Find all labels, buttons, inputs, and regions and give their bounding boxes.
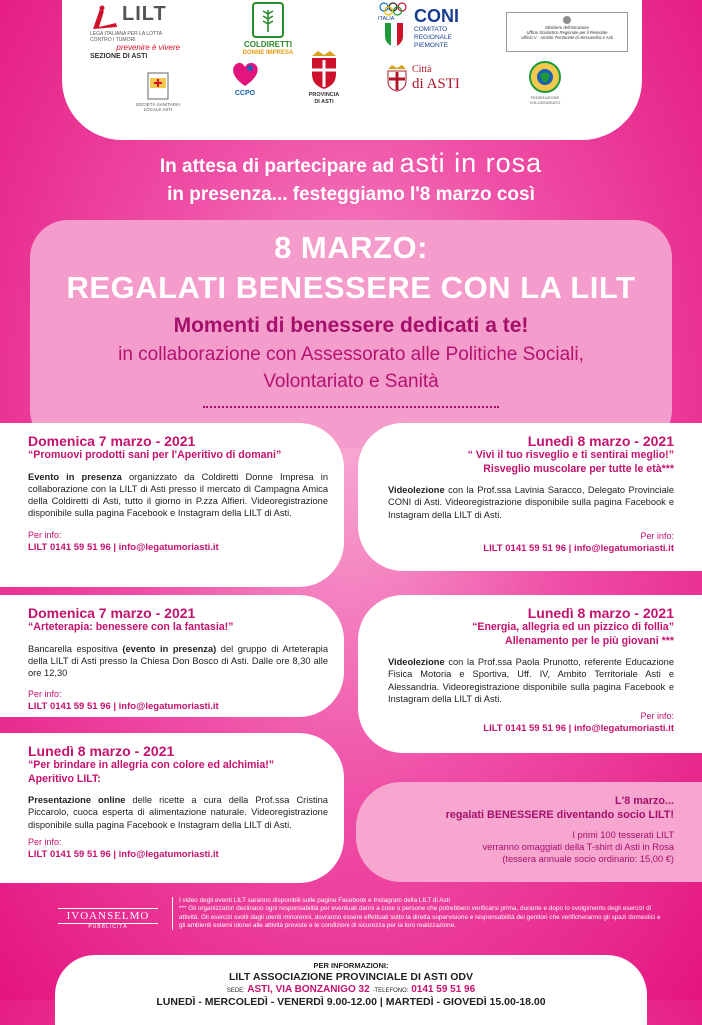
event-contact[interactable]: LILT 0141 59 51 96 | info@legatumoriasti.it	[483, 542, 674, 554]
event-card-arteterapia	[0, 595, 344, 717]
volontariato-line2: VOLONTARIATO	[529, 99, 561, 105]
event-contact[interactable]: LILT 0141 59 51 96 | info@legatumoriasti.it	[28, 541, 219, 553]
info-label: Per info:	[28, 836, 62, 847]
ivoanselmo-logo[interactable]	[58, 908, 158, 930]
intro-line1	[0, 148, 702, 179]
volontariato-line1: FEDERAZIONE	[530, 95, 560, 100]
sponsor-name: IVOANSELMO	[58, 908, 158, 924]
tel-label: -TELEFONO:	[372, 988, 409, 994]
lilt-line1: LEGA ITALIANA PER LA LOTTA CONTRO I TUMORI	[90, 31, 162, 44]
event-title: “Energia, allegria ed un pizzico di follia”	[472, 621, 674, 634]
lilt-figure-icon	[90, 5, 120, 31]
membership-promo	[356, 782, 702, 882]
intro-pre: In attesa di partecipare ad	[159, 156, 395, 177]
sanita-line1: SOCIETÀ SANITARIA	[135, 102, 181, 107]
event-card-coldiretti	[0, 423, 344, 587]
olympic-rings-icon	[378, 2, 414, 16]
promo-line3: I primi 100 tesserati LILT	[572, 829, 674, 840]
lilt-tagline: prevenire è vivere	[116, 43, 180, 53]
event-date: Domenica 7 marzo - 2021	[28, 605, 196, 621]
event-text: con la Prof.ssa Paola Prunotto, referente Educazione Fisica Motoria e Sportiva, Uff. IV, Ambito Territoriale Asti e Alessandria. Videoregistrazione disponibile sulla pagina Facebook e Instagram della LILT di Asti.	[388, 657, 674, 704]
disclaimer-line2: *** Gli organizzatori declinano ogni responsabilità per eventuali danni a cose o persone che potrebbero verificarsi prima, durante e dopo lo svolgimento degli esercizi di attività. Gli esercizi svolti dagli utenti minorenni, dovranno essere effettuati sotto la diretta supervisione e responsabilità dei genitori che verificheranno gli spazi domestici e gli ambienti esterni idonei alle attività previste e le condizioni di sicurezza per la loro realizzazione.	[179, 905, 661, 929]
citta-prefix: Città	[412, 64, 432, 75]
disclaimer-line1: I video degli eventi LILT saranno disponibili sulle pagine Facebook e Instagram della LILT di Asti	[179, 897, 450, 904]
sponsor-tag: PUBBLICITÀ	[88, 924, 128, 930]
volontariato-logo[interactable]	[510, 60, 580, 106]
event-text: delle ricette a cura della Prof.ssa Cristina Piccarolo, cuoca esperta di alimentazione naturale. Videoregistrazione disponibile sulla pagina Facebook e Instagram della LILT di Asti.	[28, 795, 328, 830]
event-card-aperitivo	[0, 733, 344, 883]
logo-panel	[62, 0, 642, 140]
coni-name: CONI	[414, 6, 459, 26]
footer-org: LILT ASSOCIAZIONE PROVINCIALE DI ASTI ODV	[228, 971, 474, 983]
coni-line3: PIEMONTE	[414, 42, 448, 49]
event-body	[28, 643, 328, 680]
event-text: con la Prof.ssa Lavinia Saracco, Delegato Provinciale CONI di Asti. Videoregistrazione disponibile sulla pagina Facebook e Instagram della LILT di Asti.	[388, 485, 674, 520]
info-label: Per info:	[28, 529, 62, 540]
event-body	[28, 471, 328, 520]
event-date: Lunedì 8 marzo - 2021	[527, 433, 674, 449]
citta-crest-icon	[386, 64, 408, 92]
event-text: del gruppo di Arteterapia della LILT di Asti presso la Chiesa Don Bosco di Asti. Dalle ore 8,30 alle ore 12,30	[28, 643, 329, 679]
ccpo-heart-icon	[229, 60, 261, 88]
event-title: “ Vivi il tuo risveglio e ti sentirai meglio!”	[467, 449, 674, 462]
provincia-crest-icon	[309, 48, 339, 90]
title-collab2: Volontariato e Sanità	[263, 371, 439, 392]
event-body	[388, 484, 674, 521]
info-label: Per info:	[640, 711, 674, 722]
provincia-line1: PROVINCIA	[308, 92, 340, 98]
footer-hours: LUNEDÌ - MERCOLEDÌ - VENERDÌ 9.00-12.00 | MARTEDÌ - GIOVEDÌ 15.00-18.00	[156, 996, 546, 1008]
promo-line2: regalati BENESSERE diventando socio LILT!	[445, 809, 674, 822]
promo-line4: verranno omaggiati della T-shirt di Asti in Rosa	[482, 841, 674, 852]
ministero-line1: Ministero dell'Istruzione	[545, 25, 589, 30]
title-subtitle: Momenti di benessere dedicati a te!	[173, 314, 529, 337]
event-title2: Allenamento per le più giovani ***	[505, 634, 674, 647]
event-title: “Per brindare in allegria con colore ed alchimia!”	[28, 759, 275, 772]
sede-label: SEDE:	[226, 988, 245, 994]
promo-line5: (tessera annuale socio ordinario: 15,00 €)	[502, 854, 674, 865]
event-contact[interactable]: LILT 0141 59 51 96 | info@legatumoriasti.it	[483, 723, 674, 735]
lilt-section: SEZIONE DI ASTI	[90, 52, 148, 60]
tel-value[interactable]: 0141 59 51 96	[408, 984, 476, 995]
volontariato-globe-icon	[528, 60, 562, 94]
footer-heading: PER INFORMAZIONI:	[313, 961, 389, 970]
title-line2: REGALATI BENESSERE CON LA LILT	[66, 270, 636, 305]
italy-shield-icon	[384, 22, 404, 48]
event-lead: Presentazione online	[28, 795, 126, 806]
event-date: Lunedì 8 marzo - 2021	[28, 743, 175, 759]
event-title: “Arteterapia: benessere con la fantasia!”	[28, 621, 234, 634]
intro-line2: in presenza... festeggiamo l'8 marzo così	[167, 184, 535, 205]
title-collab1: in collaborazione con Assessorato alle Politiche Sociali,	[118, 344, 584, 365]
event-contact[interactable]: LILT 0141 59 51 96 | info@legatumoriasti.it	[28, 848, 219, 860]
ccpo-name: CCPO	[234, 90, 256, 97]
dotted-divider	[203, 406, 499, 408]
event-text-pre: Bancarella espositiva	[28, 643, 123, 654]
coldiretti-wheat-icon	[252, 2, 284, 38]
sede-value: ASTI, VIA BONZANIGO 32	[244, 984, 373, 995]
provincia-line2: DI ASTI	[314, 98, 334, 105]
info-label: Per info:	[28, 689, 62, 700]
event-lead: Evento in presenza	[28, 471, 122, 482]
event-card-energia	[358, 595, 702, 753]
ministero-line2: Ufficio Scolastico Regionale per il Piemonte	[526, 30, 608, 36]
lilt-name: LILT	[122, 3, 167, 25]
event-lead: (evento in presenza)	[122, 643, 217, 654]
event-body	[28, 794, 328, 831]
sanita-sign-icon	[146, 72, 170, 100]
event-body	[388, 656, 674, 705]
coldiretti-logo[interactable]	[240, 2, 296, 57]
title-line1: 8 MARZO:	[274, 230, 428, 265]
event-lead: Videolezione	[388, 657, 445, 668]
event-title: “Promuovi prodotti sani per l'Aperitivo di domani”	[28, 449, 282, 462]
asti-in-rosa-brand: asti in rosa	[399, 148, 543, 178]
event-title2: Risveglio muscolare per tutte le età***	[483, 462, 674, 475]
contact-footer	[55, 955, 647, 1025]
event-date: Domenica 7 marzo - 2021	[28, 433, 196, 449]
event-lead: Videolezione	[388, 485, 445, 496]
coldiretti-name: COLDIRETTI	[244, 40, 292, 49]
footer-address	[55, 984, 647, 995]
ccpo-logo[interactable]	[222, 60, 268, 98]
sanita-line2: LOCALE ASTI	[143, 107, 173, 113]
provincia-logo[interactable]	[302, 48, 346, 105]
lilt-logo[interactable]	[90, 2, 180, 61]
ministero-line3: Ufficio V - Ambito Territoriale di Alessandria e Asti	[521, 35, 613, 41]
coni-line2: REGIONALE	[414, 34, 452, 41]
event-text: organizzato da Coldiretti Donne Impresa in collaborazione con la LILT di Asti presso il mercato di Campagna Amica della Coldiretti di Asti, tutto il giorno in P.zza Alfieri. Videoregistrazione disponibile sulla pagina Facebook e Instagram della LILT di Asti.	[28, 471, 328, 519]
event-contact[interactable]: LILT 0141 59 51 96 | info@legatumoriasti.it	[28, 701, 219, 713]
promo-line1: L'8 marzo...	[615, 795, 674, 807]
ministero-logo[interactable]	[506, 12, 628, 52]
info-label: Per info:	[640, 530, 674, 541]
coni-prefix: ITALIA	[378, 16, 395, 22]
ministero-emblem-icon	[563, 16, 571, 24]
sanita-logo[interactable]	[134, 72, 182, 113]
coni-line1: COMITATO	[414, 26, 448, 33]
coldiretti-sub: DONNE IMPRESA	[242, 49, 294, 56]
event-card-risveglio	[358, 423, 702, 571]
citta-name: di ASTI	[412, 76, 460, 92]
event-date: Lunedì 8 marzo - 2021	[527, 605, 674, 621]
disclaimer	[172, 897, 667, 930]
event-title2: Aperitivo LILT:	[28, 772, 101, 785]
